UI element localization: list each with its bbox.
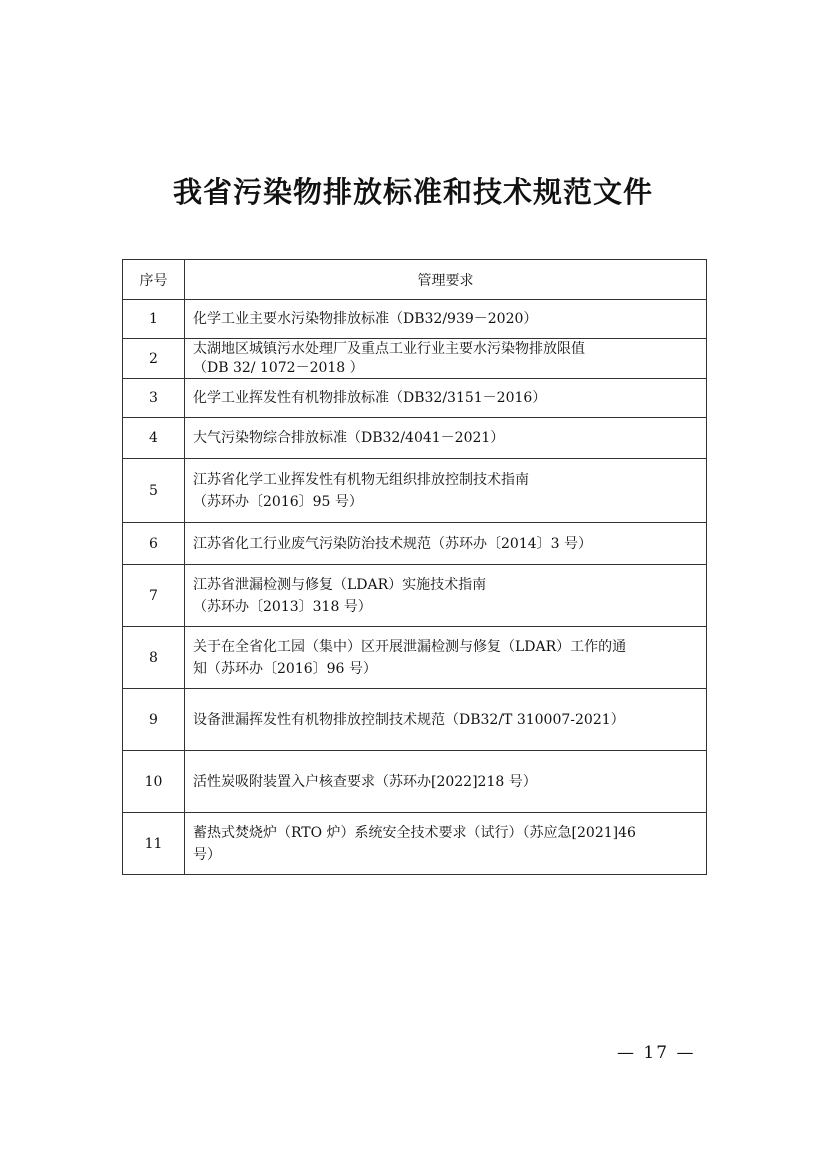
requirement-line: 江苏省化工行业废气污染防治技术规范（苏环办〔2014〕3 号）	[193, 535, 592, 552]
standards-table	[122, 259, 707, 875]
requirement-line: 大气污染物综合排放标准（DB32/4041－2021）	[193, 430, 505, 446]
row-number: 4	[123, 418, 185, 459]
requirement-cell	[185, 523, 707, 565]
table-row	[123, 418, 707, 459]
requirement-cell	[185, 459, 707, 523]
row-number: 11	[123, 813, 185, 875]
requirement-line: 关于在全省化工园（集中）区开展泄漏检测与修复（LDAR）工作的通	[193, 638, 627, 655]
requirement-cell	[185, 418, 707, 459]
requirement-line: 太湖地区城镇污水处理厂及重点工业行业主要水污染物排放限值	[193, 340, 585, 357]
page-title: 我省污染物排放标准和技术规范文件	[172, 175, 653, 209]
requirement-cell	[185, 627, 707, 689]
requirement-line: 化学工业主要水污染物排放标准（DB32/939－2020）	[193, 311, 538, 327]
requirement-line: 化学工业挥发性有机物排放标准（DB32/3151－2016）	[193, 390, 547, 406]
table-row	[123, 689, 707, 751]
row-number: 3	[123, 379, 185, 418]
row-number: 10	[123, 751, 185, 813]
requirement-line: 江苏省泄漏检测与修复（LDAR）实施技术指南	[193, 576, 487, 593]
table-header-row	[123, 260, 707, 300]
table-row	[123, 751, 707, 813]
requirement-line: 蓄热式焚烧炉（RTO 炉）系统安全技术要求（试行）（苏应急[2021]46	[193, 824, 636, 841]
table-row	[123, 813, 707, 875]
row-number: 1	[123, 300, 185, 339]
table-row	[123, 300, 707, 339]
requirement-cell	[185, 339, 707, 379]
table-row	[123, 459, 707, 523]
row-number: 7	[123, 565, 185, 627]
requirement-line: （苏环办〔2016〕95 号）	[193, 493, 363, 510]
requirement-line: 知（苏环办〔2016〕96 号）	[193, 660, 377, 677]
table-row	[123, 339, 707, 379]
requirement-line: （苏环办〔2013〕318 号）	[193, 598, 372, 615]
requirement-cell	[185, 689, 707, 751]
requirement-cell	[185, 565, 707, 627]
requirement-cell	[185, 751, 707, 813]
header-requirement: 管理要求	[185, 260, 707, 300]
requirement-cell	[185, 379, 707, 418]
table-row	[123, 379, 707, 418]
requirement-line: （DB 32/ 1072－2018 ）	[193, 359, 364, 376]
row-number: 6	[123, 523, 185, 565]
row-number: 9	[123, 689, 185, 751]
row-number: 5	[123, 459, 185, 523]
header-no: 序号	[123, 260, 185, 300]
table-row	[123, 523, 707, 565]
requirement-line: 设备泄漏挥发性有机物排放控制技术规范（DB32/T 310007-2021）	[193, 711, 625, 728]
table-row	[123, 565, 707, 627]
requirement-cell	[185, 300, 707, 339]
requirement-cell	[185, 813, 707, 875]
row-number: 8	[123, 627, 185, 689]
requirement-line: 江苏省化学工业挥发性有机物无组织排放控制技术指南	[193, 471, 529, 488]
requirement-line: 号）	[193, 846, 221, 863]
table-row	[123, 627, 707, 689]
row-number: 2	[123, 339, 185, 379]
requirement-line: 活性炭吸附装置入户核查要求（苏环办[2022]218 号）	[193, 773, 537, 790]
page-number: — 17 —	[617, 1043, 696, 1063]
